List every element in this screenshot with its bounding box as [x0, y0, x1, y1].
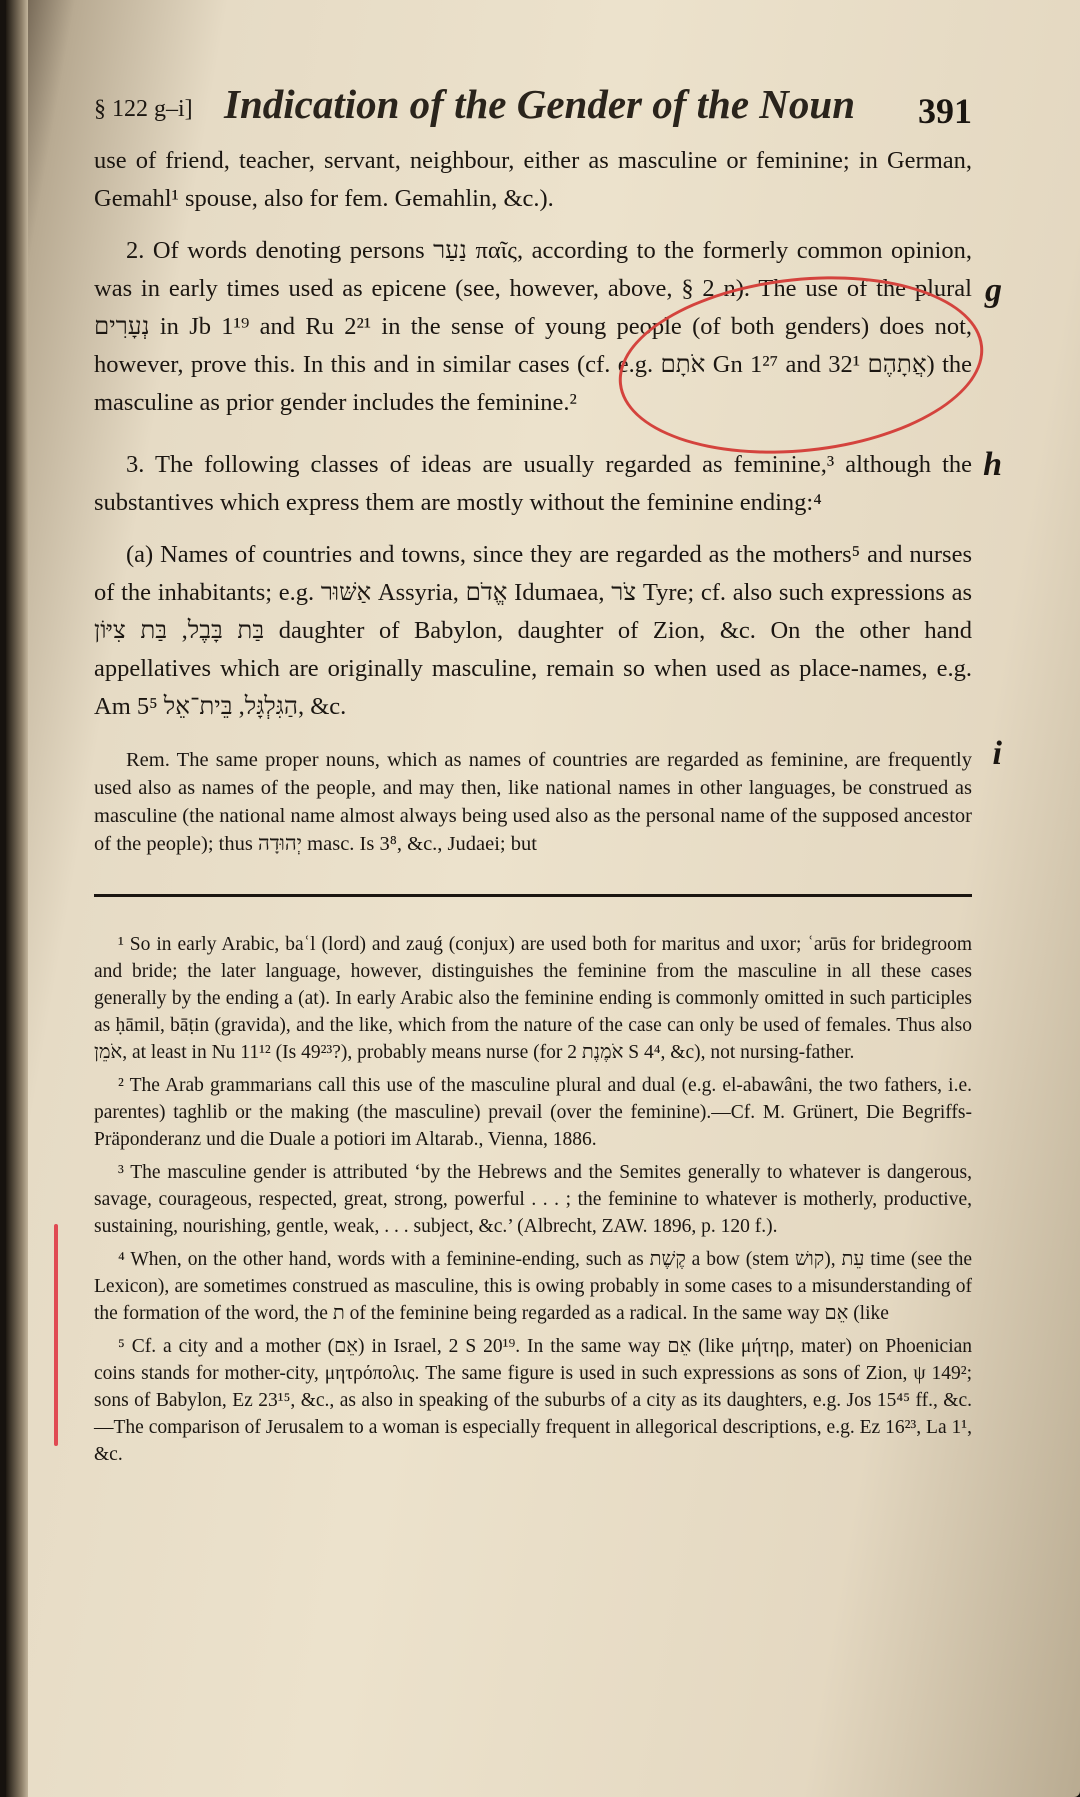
page-title: Indication of the Gender of the Noun — [224, 81, 855, 127]
page-gutter-shadow — [6, 0, 28, 1797]
remark-text: Rem. The same proper nouns, which as names of countries are regarded as feminine, are frequently used also as names of the people, and may then, like national names in other languages, be construed as masculine (the national name almost always being used also as the personal name of the supposed ancestor of the people); thus יְהוּדָה masc. Is 3⁸, &c., Judaei; but — [94, 749, 972, 855]
footnote-3: ³ The masculine gender is attributed ‘by the Hebrews and the Semites generally to whatever is dangerous, savage, courageous, respected, great, strong, powerful . . . ; the feminine to whatever is motherly, productive, sustaining, nourishing, gentle, weak, . . . subject, &c.’ (Albrecht, ZAW. 1896, p. 120 f.). — [94, 1162, 972, 1237]
section-reference: § 122 g–i] — [94, 96, 193, 122]
running-head — [94, 62, 972, 142]
margin-letter-g: g — [985, 272, 1002, 309]
footnote-rule — [94, 894, 972, 897]
paragraph-continuation — [94, 142, 972, 218]
margin-letter-h: h — [983, 446, 1002, 483]
margin-letter-i: i — [992, 735, 1002, 772]
footnote-5: ⁵ Cf. a city and a mother (אֵם) in Israel, 2 S 20¹⁹. In the same way אֵם (like μήτηρ, mater) on Phoenician coins stands for mother-city, μητρόπολις. The same figure is used in such expressions as sons of Zion, ψ 149²; sons of Babylon, Ez 23¹⁵, &c., as also in speaking of the suburbs of a city as its daughters, e.g. Jos 15⁴⁵ ff., &c.—The comparison of Jerusalem to a woman is especially frequent in allegorical descriptions, e.g. Ez 16²³, La 1¹, &c. — [94, 1336, 973, 1465]
paragraph-text: 2. Of words denoting persons נַעַר παῖς, according to the formerly common opinion, was in early times used as epicene (see, however, above, § 2 n). The use of the plural נְעָרִים in Jb 1¹⁹ and Ru 2²¹ in the sense of young people (of both genders) does not, however, prove this. In this and in similar cases (cf. e.g. אֹתָם Gn 1²⁷ and אֲתָהֶם 32¹) the masculine as prior gender includes the feminine.² — [94, 237, 972, 416]
remark-block — [94, 735, 1002, 858]
page-content — [94, 62, 1002, 1474]
page-number: 391 — [918, 91, 972, 131]
footnotes — [94, 931, 972, 1468]
paragraph-3 — [94, 446, 1002, 522]
book-page — [6, 0, 1080, 1797]
paragraph-text: (a) Names of countries and towns, since they are regarded as the mothers⁵ and nurses of the inhabitants; e.g. אַשּׁוּר Assyria, אֱדֹם Idumaea, צֹר Tyre; cf. also such expressions as בַּת בָּבֶל, בַּת צִיּוֹן daughter of Babylon, daughter of Zion, &c. On the other hand appellatives which are originally masculine, remain so when used as place-names, e.g. Am 5⁵ הַגִּלְגָּל, בֵּית־אֵל, &c. — [94, 541, 972, 720]
footnote-1: ¹ So in early Arabic, baʿl (lord) and zauǵ (conjux) are used both for maritus and uxor; ʿarūs for bridegroom and bride; the later language, however, distinguishes the feminine from the masculine in all these cases generally by the ending a (at). In early Arabic also the feminine ending is commonly omitted in such participles as ḥāmil, bāṭin (gravida), and the like, which from the nature of the case can only be used of females. Thus also אֹמֵן, at least in Nu 11¹² (Is 49²³?), probably means nurse (for אֹמֶנֶת 2 S 4⁴, &c), not nursing-father. — [94, 934, 972, 1063]
paragraph-text: use of friend, teacher, servant, neighbour, either as masculine or feminine; in German, Gemahl¹ spouse, also for fem. Gemahlin, &c.). — [94, 147, 972, 212]
red-pen-margin-mark — [54, 1224, 58, 1446]
footnote-2: ² The Arab grammarians call this use of the masculine plural and dual (e.g. el-abawâni, the two fathers, i.e. parentes) taghlib or the making (the masculine) prevail (over the feminine).—Cf. M. Grünert, Die Begriffs-Präponderanz und die Duale a potiori im Altarab., Vienna, 1886. — [94, 1075, 972, 1150]
paragraph-text: 3. The following classes of ideas are usually regarded as feminine,³ although the substantives which express them are mostly without the feminine ending:⁴ — [94, 451, 972, 516]
paragraph-3a — [94, 536, 972, 726]
footnote-4: ⁴ When, on the other hand, words with a feminine-ending, such as קֶשֶׁת a bow (stem קושׁ), עֵת time (see the Lexicon), are sometimes construed as masculine, this is owing probably in some cases to a misunderstanding of the formation of the word, the ת of the feminine being regarded as a radical. In the same way אֵם (like — [94, 1249, 973, 1324]
